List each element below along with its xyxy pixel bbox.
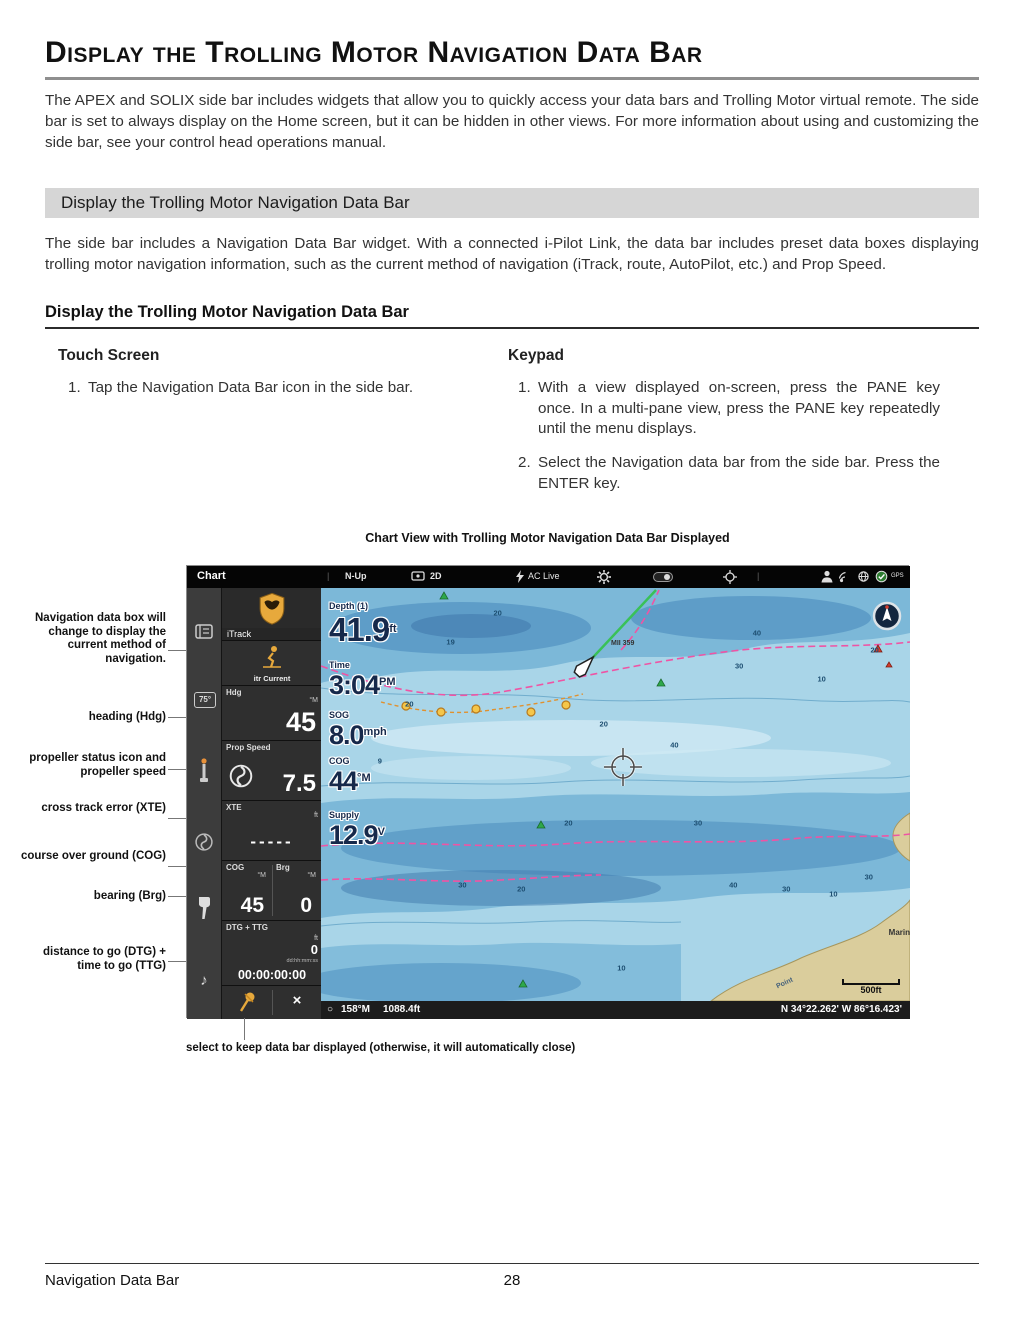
trolling-motor-deploy-icon[interactable] <box>197 758 211 784</box>
itrack-label-box[interactable] <box>222 628 322 641</box>
xte-label: XTE <box>226 803 242 812</box>
note-connector-line <box>244 1018 245 1040</box>
overlay-sog <box>329 710 387 751</box>
view-mode-icon[interactable] <box>411 570 425 582</box>
brg-label: Brg <box>276 863 290 872</box>
waypoint-label: MII 359 <box>611 640 635 647</box>
overlay-supply-unit: V <box>377 826 385 838</box>
prop-speed-value: 7.5 <box>282 770 316 797</box>
depth-number: 30 <box>782 884 791 894</box>
position-coordinates: N 34°22.262' W 86°16.423' <box>780 1004 902 1015</box>
overlay-depth-label: Depth (1) <box>329 601 368 611</box>
overlay-cog <box>329 756 371 797</box>
hdg-unit: °M <box>309 697 318 704</box>
pin-close-row <box>222 986 322 1019</box>
gps-label: GPS <box>891 573 904 579</box>
footer-page-number: 28 <box>503 1272 521 1289</box>
brg-half <box>272 861 322 920</box>
brg-unit: °M <box>307 872 316 879</box>
sonar-waves-icon[interactable] <box>839 570 852 583</box>
step-text: With a view displayed on-screen, press the PANE key once. In a multi-pane view, press the PANE key repeatedly until the menu displays. <box>538 379 940 438</box>
overlay-sog-label: SOG <box>329 710 350 720</box>
user-icon[interactable] <box>821 570 833 583</box>
itr-current-icon <box>260 645 284 669</box>
annotation-dtg-ttg: distance to go (DTG) + time to go (TTG) <box>43 946 166 972</box>
pin-icon <box>236 990 258 1014</box>
keypad-heading: Keypad <box>508 347 564 364</box>
depth-number: 30 <box>693 818 703 828</box>
chart-screenshot <box>186 565 909 1018</box>
step-number: 1. <box>68 379 81 396</box>
pin-button[interactable] <box>222 986 272 1019</box>
section-paragraph: The side bar includes a Navigation Data Bar widget. With a connected i-Pilot Link, the data bar includes preset data boxes displaying trolling motor navigation information, such as the current method of navigation (iTrack, route, AutoPilot, etc.) and Prop Speed. <box>45 235 979 273</box>
leader-line <box>168 769 186 770</box>
dtg-unit: ft <box>314 935 318 942</box>
separator: | <box>327 571 330 581</box>
intro-paragraph: The APEX and SOLIX side bar includes widgets that allow you to quickly access your data bars and Trolling Motor virtual remote. The side bar is set to always display on the Home screen, but it can be hidden in other views. For more information about using and customizing the side bar, see your control head operations manual. <box>45 92 979 151</box>
prop-speed-label: Prop Speed <box>226 743 271 752</box>
hdg-label: Hdg <box>226 688 242 697</box>
ttg-value: 00:00:00:00 <box>237 968 307 982</box>
leader-line <box>168 818 186 819</box>
xte-box[interactable] <box>222 801 322 861</box>
separator: | <box>757 571 760 581</box>
step-number: 1. <box>518 379 531 396</box>
overlay-depth-value: 41.9 <box>329 611 390 648</box>
annotation-xte: cross track error (XTE) <box>41 802 166 814</box>
propeller-status-icon[interactable] <box>194 832 214 852</box>
depth-number: 30 <box>735 661 744 671</box>
annotation-cog: course over ground (COG) <box>20 850 166 862</box>
cog-value: 45 <box>240 894 264 917</box>
overlay-depth-unit: ft <box>389 623 397 635</box>
view-title: Chart <box>197 570 226 582</box>
dtg-value: 0 <box>310 942 318 957</box>
itr-current-label: itr Current <box>253 674 291 683</box>
keypad-step-2 <box>518 453 940 494</box>
itr-current-box[interactable] <box>222 641 322 686</box>
leader-line <box>168 650 186 651</box>
hdg-value: 45 <box>285 707 316 737</box>
annotation-propeller: propeller status icon and propeller speed <box>29 752 166 778</box>
xte-value: ----- <box>250 832 294 851</box>
depth-number: 20 <box>493 608 502 618</box>
dtg-ttg-box[interactable] <box>222 921 322 986</box>
itrack-label: iTrack <box>227 629 252 639</box>
brg-value: 0 <box>300 894 312 917</box>
satellite-icon[interactable] <box>857 570 870 583</box>
dtg-label: DTG + TTG <box>226 923 268 932</box>
annotation-brg: bearing (Brg) <box>93 890 166 902</box>
overlay-depth <box>329 601 397 649</box>
depth-number: 20 <box>564 818 573 828</box>
annotation-heading: heading (Hdg) <box>88 711 166 723</box>
depth-number: 19 <box>446 637 455 647</box>
point-label: Point <box>775 976 795 991</box>
day-night-toggle[interactable] <box>653 572 673 582</box>
hdg-box[interactable] <box>222 686 322 741</box>
depth-number: 10 <box>829 889 838 899</box>
footer-label: Navigation Data Bar <box>45 1272 180 1289</box>
overlay-time-value: 3:04 <box>329 670 380 700</box>
gear-icon[interactable] <box>597 570 611 584</box>
depth-number: 10 <box>617 963 626 973</box>
depth-number: 40 <box>729 880 738 890</box>
cog-half <box>222 861 272 920</box>
sidebar-icon-column <box>187 588 221 1019</box>
depth-number: 20 <box>870 645 879 655</box>
leader-line <box>168 896 186 897</box>
depth-number: 30 <box>864 872 873 882</box>
step-number: 2. <box>518 454 531 471</box>
depth-number: 40 <box>670 740 679 750</box>
overlay-cog-label: COG <box>329 756 350 766</box>
depth-number: 9 <box>377 756 382 766</box>
touch-step-1 <box>68 378 433 399</box>
figure-caption: Chart View with Trolling Motor Navigation Data Bar Displayed <box>365 531 730 545</box>
depth-number: 10 <box>817 674 826 684</box>
cursor-target-icon[interactable] <box>723 570 737 584</box>
depth-number: 20 <box>517 884 526 894</box>
motor-icon[interactable] <box>196 896 212 920</box>
figure-bottom-note: select to keep data bar displayed (otherwise, it will automatically close) <box>186 1042 576 1054</box>
footer-rule <box>45 1263 979 1264</box>
chart-water-graphics <box>321 588 910 1001</box>
step-text: Tap the Navigation Data Bar icon in the side bar. <box>88 379 414 396</box>
close-icon: × <box>292 992 302 1009</box>
overlay-cog-unit: °M <box>357 772 371 784</box>
step-text: Select the Navigation data bar from the side bar. Press the ENTER key. <box>538 454 940 492</box>
depth-number: 40 <box>752 628 762 638</box>
leader-line <box>168 717 186 718</box>
chart-map-area[interactable] <box>321 588 910 1001</box>
overlay-supply-value: 12.9 <box>329 820 378 850</box>
cog-label: COG <box>226 863 245 872</box>
subheading: Display the Trolling Motor Navigation Data Bar <box>45 303 979 329</box>
annotation-nav-data-box: Navigation data box will change to display the current method of navigation. <box>35 612 166 665</box>
prop-speed-box[interactable] <box>222 741 322 801</box>
overlay-time-unit: PM <box>379 676 396 688</box>
propeller-icon <box>228 763 254 789</box>
marina-label: Marin <box>888 928 910 937</box>
depth-number: 20 <box>405 699 414 709</box>
chart-topbar <box>187 566 910 588</box>
music-note-icon[interactable]: ♪ <box>200 972 208 989</box>
cursor-heading: 158°M <box>341 1004 371 1015</box>
data-bar-widget-icon[interactable] <box>195 624 213 639</box>
overlay-sog-unit: mph <box>363 726 387 738</box>
leader-line <box>168 961 186 962</box>
map-scale: 500ft <box>842 983 900 995</box>
cog-brg-box[interactable] <box>222 861 322 921</box>
depth-number: 20 <box>599 719 608 729</box>
overlay-time-label: Time <box>329 660 350 670</box>
overlay-sog-value: 8.0 <box>329 720 364 750</box>
section-header-bar: Display the Trolling Motor Navigation Data Bar <box>45 188 979 218</box>
xte-unit: ft <box>314 812 318 819</box>
mode-2d-button[interactable]: 2D <box>430 571 442 581</box>
overlay-supply <box>329 810 385 851</box>
overlay-cog-value: 44 <box>329 766 358 796</box>
ac-power-icon <box>515 570 525 583</box>
overlay-supply-label: Supply <box>329 810 360 820</box>
compass-icon <box>874 603 900 629</box>
cog-unit: °M <box>257 872 266 879</box>
gps-check-icon[interactable] <box>875 570 888 583</box>
nav-data-bar <box>221 588 321 1019</box>
keypad-step-1 <box>518 378 940 440</box>
depth-number: 30 <box>458 880 467 890</box>
overlay-time <box>329 660 396 701</box>
close-button[interactable] <box>272 986 322 1019</box>
ac-live-button[interactable]: AC Live <box>528 571 560 581</box>
cursor-marker-icon: ○ <box>327 1004 334 1015</box>
orientation-button[interactable]: N-Up <box>345 571 367 581</box>
chart-statusbar <box>321 1001 910 1019</box>
leader-line <box>168 866 186 867</box>
touch-screen-heading: Touch Screen <box>58 347 160 364</box>
cursor-distance: 1088.4ft <box>383 1004 421 1015</box>
ttg-unit: dd:hh:mm:ss <box>286 958 318 964</box>
temperature-widget-icon[interactable]: 75° <box>194 692 216 708</box>
brand-shield-icon <box>258 592 286 625</box>
page-title: Display the Trolling Motor Navigation Data Bar <box>45 36 979 80</box>
